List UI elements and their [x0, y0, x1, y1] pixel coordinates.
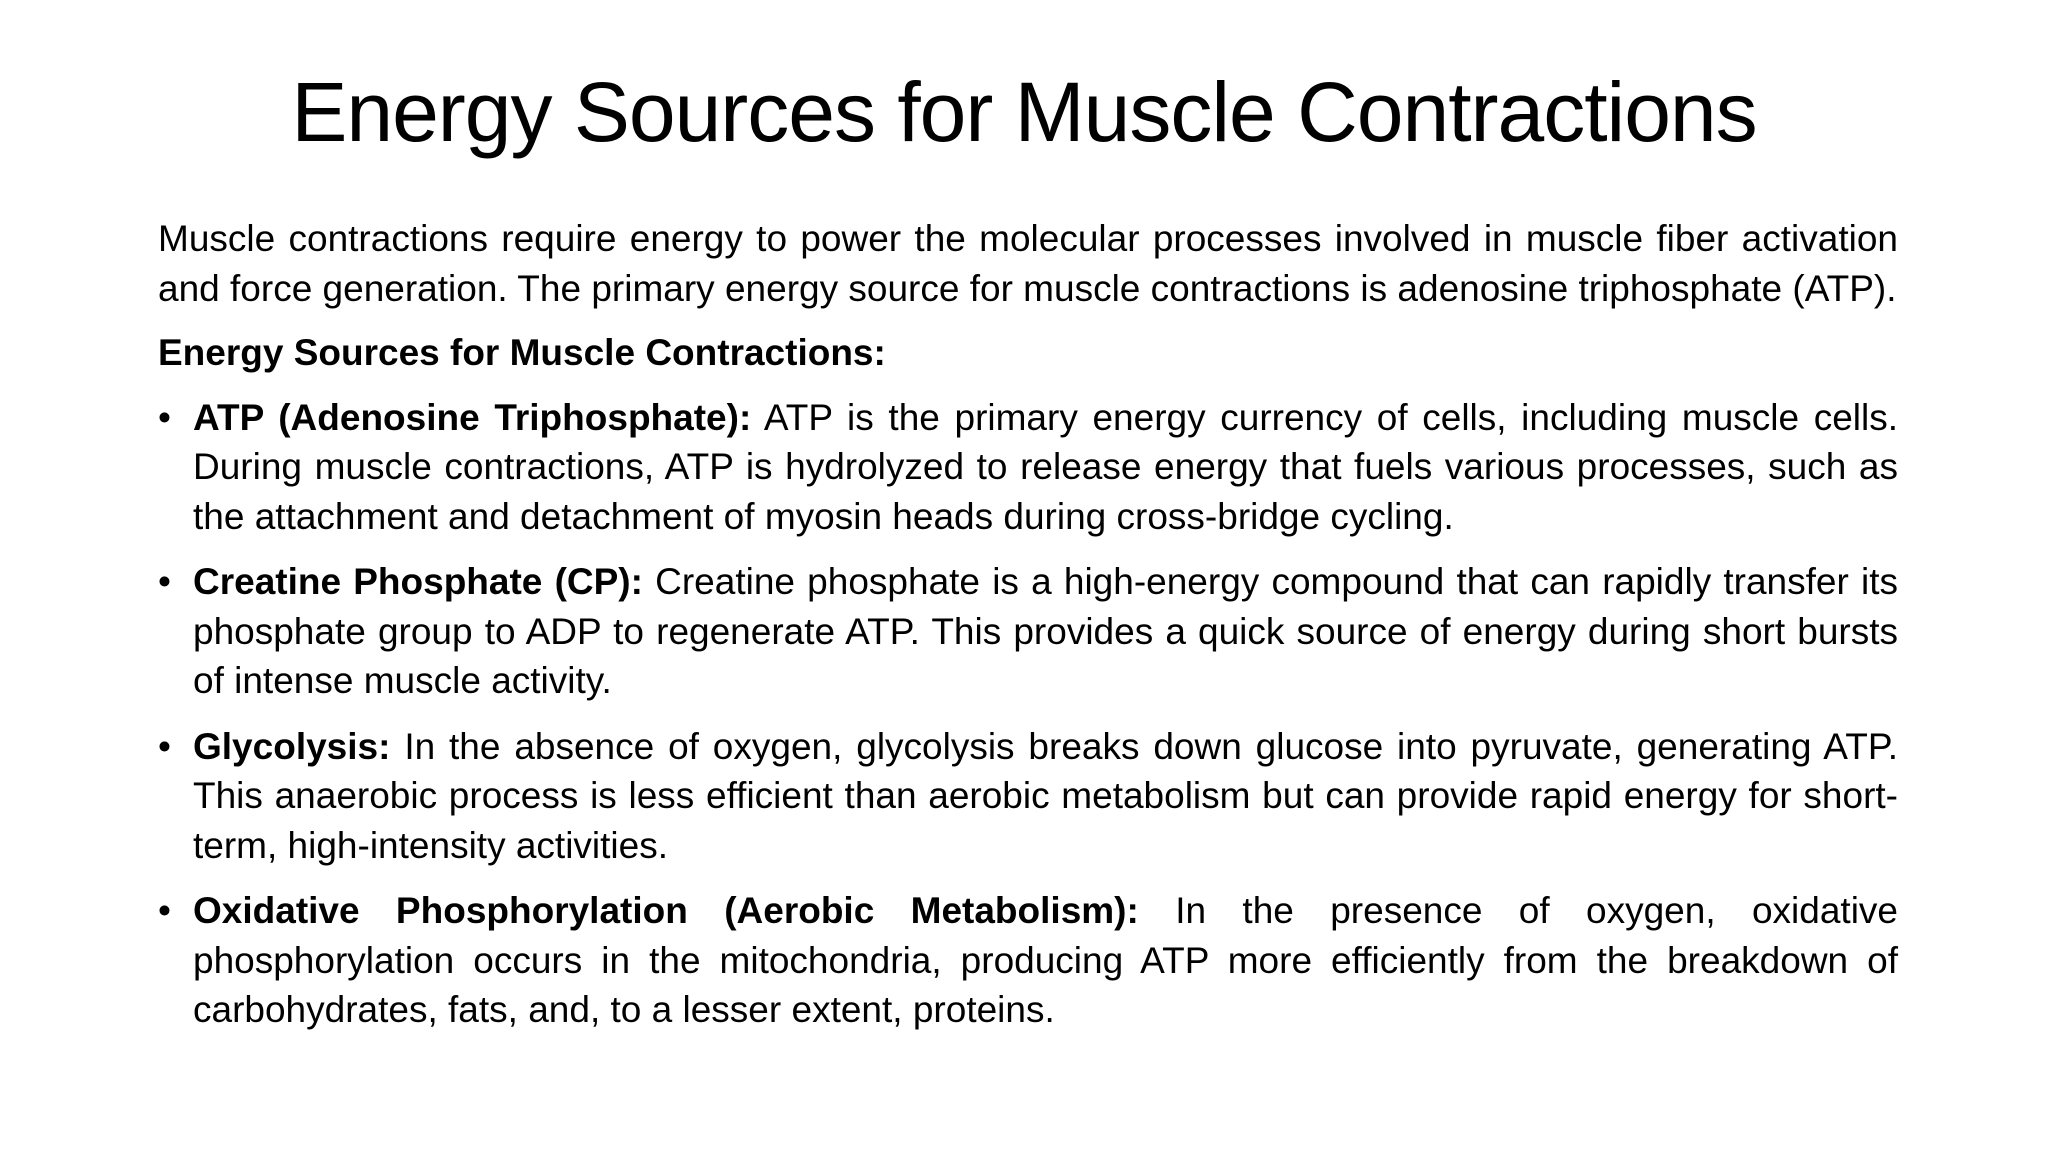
bullet-term: Oxidative Phosphorylation (Aerobic Metabolism):	[193, 890, 1139, 931]
bullet-term: ATP (Adenosine Triphosphate):	[193, 396, 752, 438]
list-item-creatine-phosphate	[158, 557, 1898, 706]
bullet-text: In the presence of oxygen, oxidative phosphorylation occurs in the mitochondria, producing ATP more efficiently from the breakdown of carbohydrates, fats, and, to a lesser extent, proteins.	[193, 890, 1898, 1030]
bullet-icon: •	[158, 725, 171, 767]
bullet-term: Creatine Phosphate (CP):	[193, 561, 643, 602]
section-subheading: Energy Sources for Muscle Contractions:	[158, 332, 886, 373]
list-item-glycolysis	[158, 722, 1898, 871]
bullet-text: In the absence of oxygen, glycolysis breaks down glucose into pyruvate, generating ATP. This anaerobic process is less efficient than aerobic metabolism but can provide rapid energy for short-term, high-intensity activities.	[193, 725, 1899, 866]
energy-source-list	[158, 393, 1898, 1035]
bullet-icon: •	[158, 890, 171, 931]
slide-title: Energy Sources for Muscle Contractions	[291, 65, 1757, 159]
bullet-term: Glycolysis:	[193, 725, 391, 767]
bullet-icon: •	[158, 396, 171, 438]
bullet-icon: •	[158, 561, 171, 602]
slide-body	[158, 214, 1898, 1051]
bullet-text: Creatine phosphate is a high-energy compound that can rapidly transfer its phosphate group to ADP to regenerate ATP. This provides a quick source of energy during short bursts of intense muscle activity.	[193, 561, 1899, 701]
list-item-oxidative-phosphorylation	[158, 886, 1898, 1035]
intro-paragraph: Muscle contractions require energy to power the molecular processes involved in muscle fiber activation and force generation. The primary energy source for muscle contractions is adenosine triphosphate (ATP).	[158, 218, 1898, 309]
list-item-atp	[158, 393, 1898, 542]
bullet-text: ATP is the primary energy currency of cells, including muscle cells. During muscle contractions, ATP is hydrolyzed to release energy that fuels various processes, such as the attachment and detachment of myosin heads during cross-bridge cycling.	[193, 396, 1898, 537]
